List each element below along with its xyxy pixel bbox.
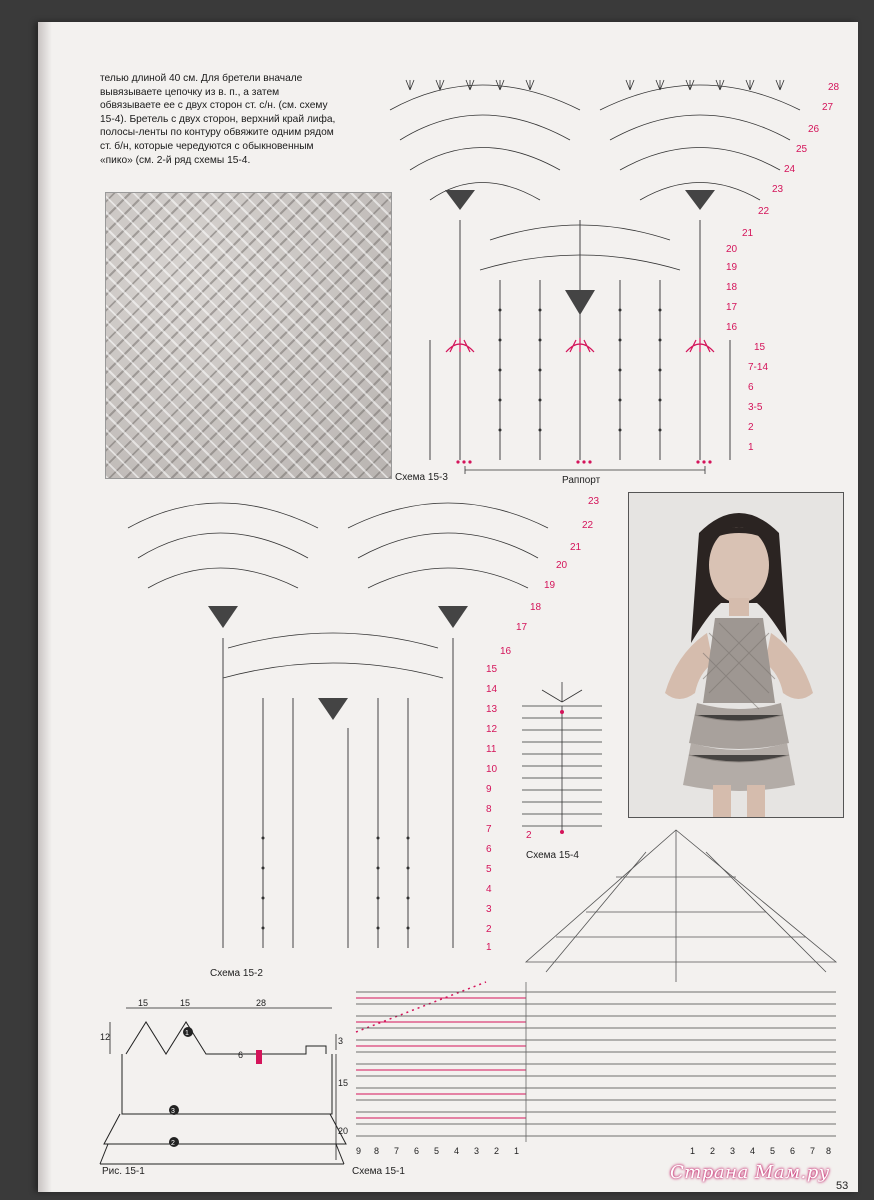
svg-text:28: 28 bbox=[828, 82, 840, 93]
svg-text:22: 22 bbox=[582, 520, 594, 531]
svg-text:6: 6 bbox=[486, 844, 492, 855]
svg-text:14: 14 bbox=[486, 684, 498, 695]
svg-text:28: 28 bbox=[256, 998, 267, 1008]
svg-text:12: 12 bbox=[100, 1032, 111, 1042]
scheme-15-4-row-num: 2 bbox=[526, 830, 532, 841]
svg-text:12: 12 bbox=[486, 724, 498, 735]
scheme-15-1-right-numbers bbox=[690, 1146, 831, 1156]
svg-text:15: 15 bbox=[338, 1078, 349, 1088]
page-number: 53 bbox=[836, 1180, 849, 1192]
svg-text:7: 7 bbox=[810, 1146, 816, 1156]
svg-text:17: 17 bbox=[726, 302, 738, 313]
svg-text:27: 27 bbox=[822, 102, 834, 113]
svg-text:20: 20 bbox=[556, 560, 568, 571]
svg-text:7-14: 7-14 bbox=[748, 362, 769, 373]
svg-text:19: 19 bbox=[544, 580, 556, 591]
svg-text:6: 6 bbox=[238, 1050, 244, 1060]
page-gutter bbox=[38, 22, 52, 1192]
svg-text:8: 8 bbox=[826, 1146, 832, 1156]
svg-text:1: 1 bbox=[185, 1030, 189, 1037]
svg-text:5: 5 bbox=[770, 1146, 776, 1156]
svg-text:26: 26 bbox=[808, 124, 820, 135]
svg-text:2: 2 bbox=[748, 422, 754, 433]
svg-text:7: 7 bbox=[486, 824, 492, 835]
svg-text:16: 16 bbox=[726, 322, 738, 333]
svg-text:22: 22 bbox=[758, 206, 770, 217]
svg-text:6: 6 bbox=[414, 1146, 420, 1156]
scheme-15-3 bbox=[370, 70, 840, 490]
model-photo bbox=[628, 492, 844, 818]
svg-text:17: 17 bbox=[516, 622, 528, 633]
svg-text:3: 3 bbox=[171, 1108, 175, 1115]
scheme-15-4-caption: Схема 15-4 bbox=[526, 850, 579, 861]
svg-text:5: 5 bbox=[486, 864, 492, 875]
svg-text:20: 20 bbox=[726, 244, 738, 255]
svg-text:3: 3 bbox=[486, 904, 492, 915]
svg-text:11: 11 bbox=[486, 744, 497, 755]
svg-text:15: 15 bbox=[486, 664, 498, 675]
scheme-15-1 bbox=[346, 822, 842, 1182]
svg-text:16: 16 bbox=[500, 646, 512, 657]
svg-text:4: 4 bbox=[454, 1146, 460, 1156]
scheme-15-3-caption: Схема 15-3 bbox=[395, 472, 448, 483]
lace-swatch-photo bbox=[105, 192, 392, 479]
svg-text:3: 3 bbox=[338, 1036, 344, 1046]
svg-text:4: 4 bbox=[750, 1146, 756, 1156]
svg-text:3: 3 bbox=[474, 1146, 480, 1156]
svg-text:21: 21 bbox=[742, 228, 754, 239]
svg-text:23: 23 bbox=[588, 496, 600, 507]
svg-text:5: 5 bbox=[434, 1146, 440, 1156]
svg-text:8: 8 bbox=[486, 804, 492, 815]
svg-text:18: 18 bbox=[530, 602, 542, 613]
repeat-label: Раппорт bbox=[562, 475, 601, 486]
svg-text:18: 18 bbox=[726, 282, 738, 293]
site-watermark: Страна Мам.ру bbox=[670, 1162, 830, 1183]
scheme-15-1-left-numbers bbox=[356, 1146, 519, 1156]
figure-15-1-caption: Рис. 15-1 bbox=[102, 1166, 145, 1177]
svg-text:1: 1 bbox=[748, 442, 754, 453]
article-text: телью длиной 40 см. Для бретели вначале вывязываете цепочку из в. п., а затем обвязываете ее с двух сторон ст. с/н. (см. схему 15-4). Бретель с двух сторон, верхний край лифа, полосы-ленты по контуру обвяжите одним рядом ст. б/н, которые чередуются с обыкновенным «пико» (см. 2-й ряд схемы 15-4. bbox=[100, 73, 336, 166]
svg-text:1: 1 bbox=[514, 1146, 520, 1156]
svg-text:15: 15 bbox=[180, 998, 191, 1008]
svg-text:2: 2 bbox=[494, 1146, 500, 1156]
svg-text:4: 4 bbox=[486, 884, 492, 895]
svg-text:2: 2 bbox=[171, 1140, 175, 1147]
svg-text:24: 24 bbox=[784, 164, 796, 175]
svg-text:10: 10 bbox=[486, 764, 498, 775]
scheme-15-3-row-numbers bbox=[726, 82, 840, 453]
svg-text:21: 21 bbox=[570, 542, 582, 553]
svg-text:6: 6 bbox=[748, 382, 754, 393]
svg-text:13: 13 bbox=[486, 704, 498, 715]
svg-text:19: 19 bbox=[726, 262, 738, 273]
svg-text:20: 20 bbox=[338, 1126, 349, 1136]
svg-text:7: 7 bbox=[394, 1146, 400, 1156]
svg-text:2: 2 bbox=[486, 924, 492, 935]
svg-text:9: 9 bbox=[486, 784, 492, 795]
svg-text:3: 3 bbox=[730, 1146, 736, 1156]
svg-text:23: 23 bbox=[772, 184, 784, 195]
svg-text:25: 25 bbox=[796, 144, 808, 155]
svg-text:15: 15 bbox=[754, 342, 766, 353]
girl-illustration bbox=[629, 493, 843, 817]
svg-text:8: 8 bbox=[374, 1146, 380, 1156]
svg-text:6: 6 bbox=[790, 1146, 796, 1156]
figure-15-1-dims bbox=[100, 998, 348, 1136]
figure-15-1 bbox=[96, 994, 349, 1177]
svg-text:2: 2 bbox=[710, 1146, 716, 1156]
scheme-15-1-caption: Схема 15-1 bbox=[352, 1166, 405, 1177]
scheme-15-2-caption: Схема 15-2 bbox=[210, 968, 263, 979]
figure-15-1-markers bbox=[171, 1030, 189, 1147]
svg-text:1: 1 bbox=[690, 1146, 696, 1156]
svg-text:9: 9 bbox=[356, 1146, 362, 1156]
svg-text:1: 1 bbox=[486, 942, 492, 953]
svg-text:3-5: 3-5 bbox=[748, 402, 763, 413]
svg-text:15: 15 bbox=[138, 998, 149, 1008]
